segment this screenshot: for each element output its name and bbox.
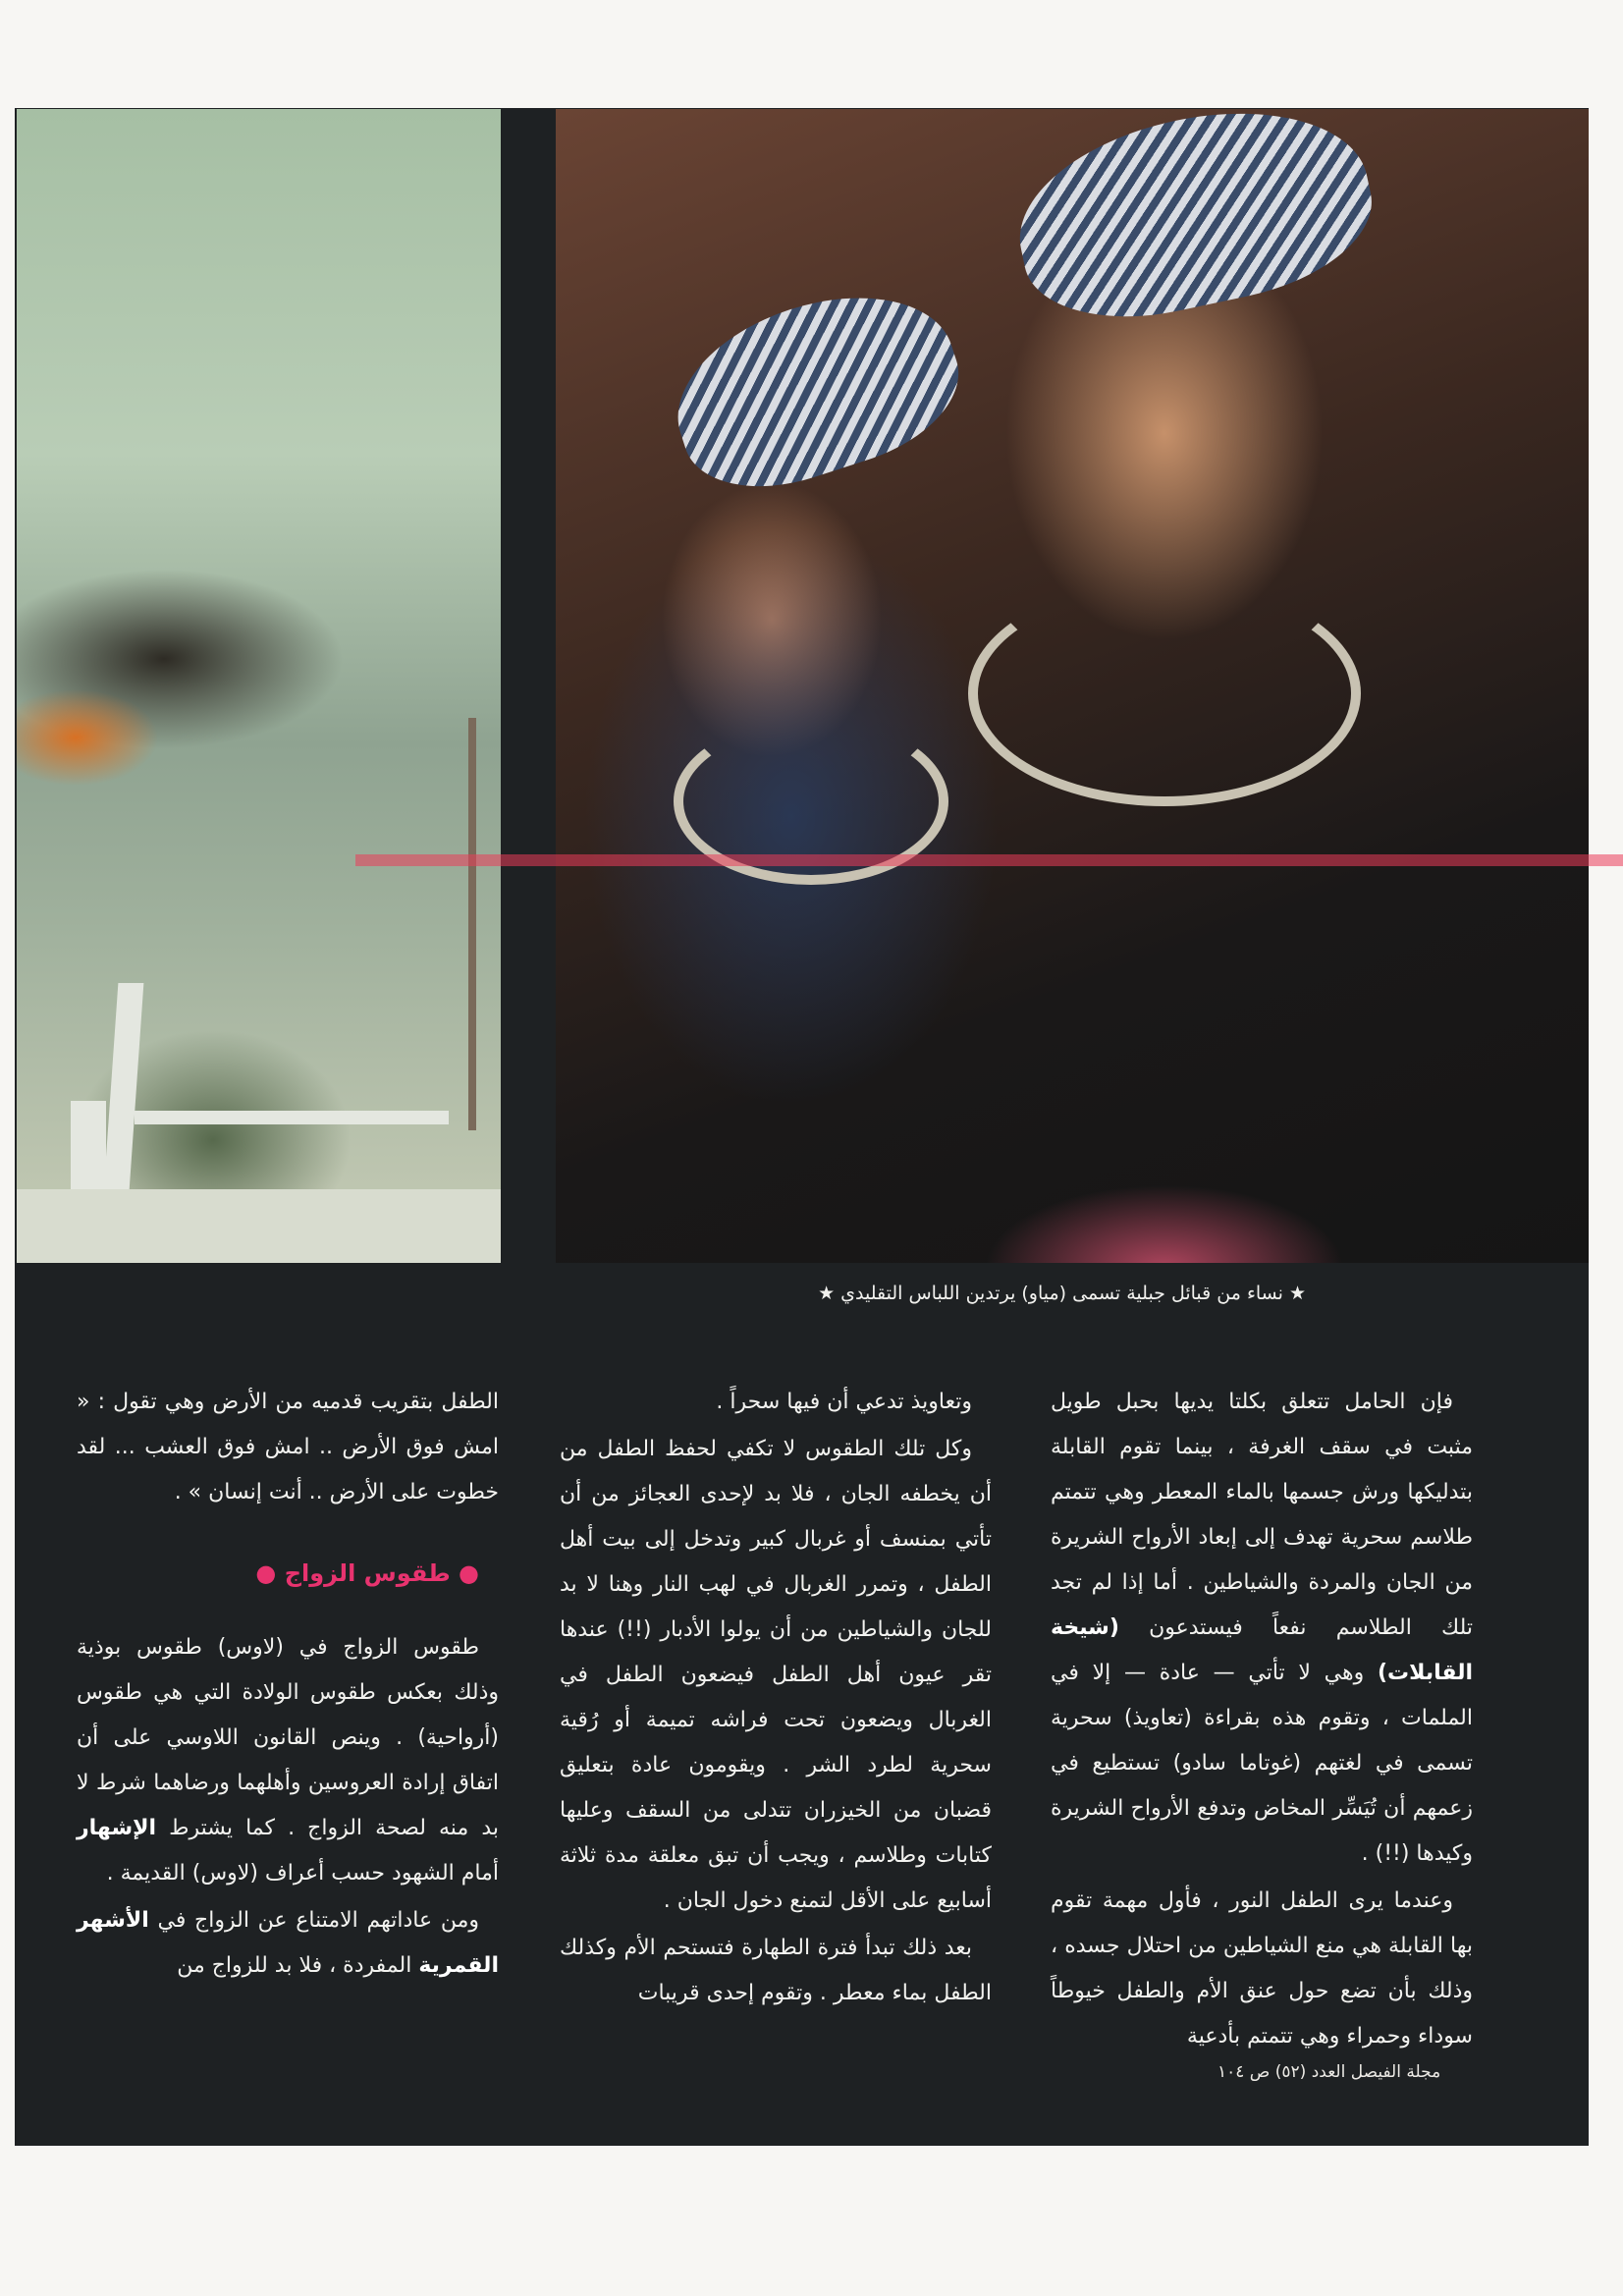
paragraph: الطفل بتقريب قدميه من الأرض وهي تقول : « امش فوق الأرض .. امش فوق العشب ... لقد خطوت على الأرض .. أنت إنسان » . — [77, 1390, 499, 1504]
page-footer: مجلة الفيصل العدد (٥٢) ص ١٠٤ — [1217, 2062, 1441, 2082]
paragraph: ومن عاداتهم الامتناع عن الزواج في الأشهر القمرية المفردة ، فلا بد للزواج من — [77, 1908, 499, 1978]
emphasis-term: الإشهار — [77, 1816, 157, 1840]
portrait-photo — [556, 109, 1589, 1263]
paragraph: وتعاويذ تدعي أن فيها سحراً . — [716, 1390, 972, 1414]
turban-right — [1001, 109, 1386, 340]
text-column-left — [77, 1380, 499, 1991]
emphasis-term: (شيخة القابلات) — [1051, 1615, 1474, 1685]
railing-pole — [468, 718, 476, 1130]
text-column-middle — [560, 1380, 992, 2018]
print-register-line — [355, 854, 1623, 866]
emphasis-term: الأشهر القمرية — [77, 1908, 499, 1978]
paragraph: وعندما يرى الطفل النور ، فأول مهمة تقوم بها القابلة هي منع الشياطين من احتلال جسده ، وذلك بأن تضع حول عنق الأم والطفل خيوطاً سوداء وحمراء وهي تتمتم بأدعية — [1051, 1888, 1473, 2049]
railing-bar — [135, 1111, 449, 1124]
paragraph: فإن الحامل تتعلق بكلتا يديها بحبل طويل مثبت في سقف الغرفة ، بينما تقوم القابلة بتدليكها ورش جسمها بالماء المعطر وهي تتمتم طلاسم سحرية تهدف إلى إبعاد الأرواح الشريرة من الجان والمردة والشياطين . أما إذا لم تجد تلك الطلاسم نفعاً فيستدعون (شيخة القابلات) وهي لا تأتي — عادة — إلا في الملمات ، وتقوم هذه بقراءة (تعاويذ) سحرية تسمى في لغتهم (غوتاما سادو) تستطيع في زعمهم أن تُيَسِّر المخاض وتدفع الأرواح الشريرة وكيدها (!!) . — [1051, 1390, 1474, 1866]
necklace-right — [968, 580, 1361, 806]
paragraph: طقوس الزواج في (لاوس) طقوس بوذية وذلك بعكس طقوس الولادة التي هي طقوس (أرواحية) . وينص القانون اللاوسي على أن اتفاق إرادة العروسين وأهلهما ورضاهما شرط لا بد منه لصحة الزواج . كما يشترط الإشهار أمام الشهود حسب أعراف (لاوس) القديمة . — [77, 1635, 499, 1886]
section-heading: ● طقوس الزواج ● — [255, 1559, 479, 1587]
terrace-floor — [17, 1189, 501, 1263]
paragraph: بعد ذلك تبدأ فترة الطهارة فتستحم الأم وكذلك الطفل بماء معطر . وتقوم إحدى قريبات — [560, 1936, 992, 2005]
paragraph: وكل تلك الطقوس لا تكفي لحفظ الطفل من أن يخطفه الجان ، فلا بد لإحدى العجائز من أن تأتي بمنسف أو غربال كبير وتدخل إلى بيت أهل الطفل ، وتمرر الغربال في لهب النار وهنا لا بد للجان والشياطين من أن يولوا الأدبار (!!) عندها تقر عيون أهل الطفل فيضعون الطفل في الغربال ويضعون تحت فراشه تميمة أو رُقية سحرية لطرد الشر . ويقومون عادة بتعليق قضبان من الخيزران تتدلى من السقف وعليها كتابات وطلاسم ، ويجب أن تبق معلقة مدة ثلاثة أسابيع على الأقل لتمنع دخول الجان . — [560, 1437, 992, 1913]
landscape-photo — [17, 109, 501, 1263]
turban-left — [655, 265, 977, 512]
railing-post — [102, 983, 144, 1219]
photo-caption: ★ نساء من قبائل جبلية تسمى (مياو) يرتدين اللباس التقليدي ★ — [818, 1283, 1306, 1304]
text-column-right — [1051, 1380, 1473, 2061]
